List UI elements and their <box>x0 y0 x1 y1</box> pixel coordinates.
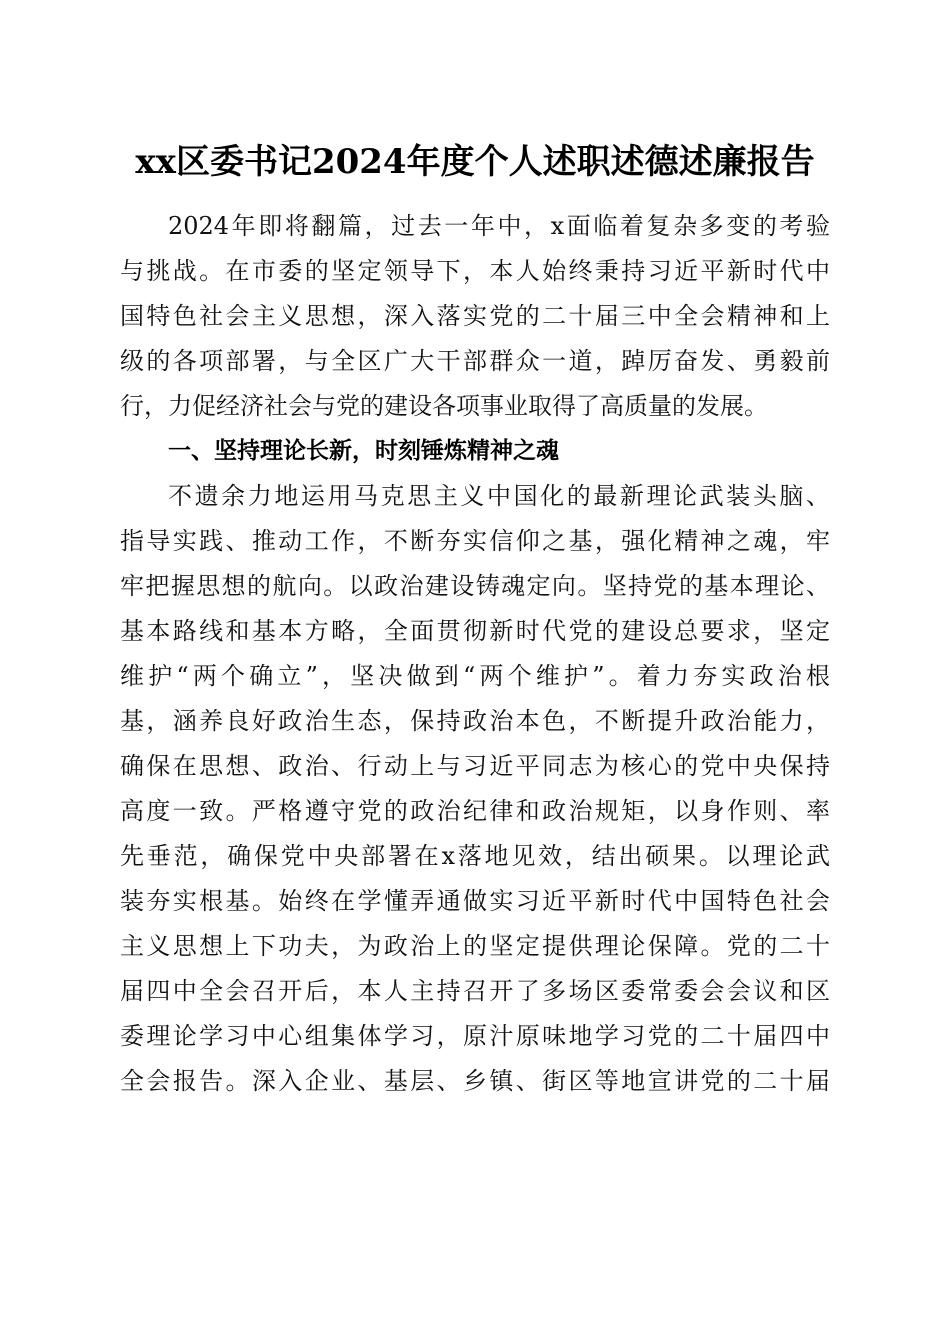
paragraph-line: 基本路线和基本方略，全面贯彻新时代党的建设总要求，坚定 <box>120 617 830 645</box>
section-heading: 一、坚持理论长新，时刻锤炼精神之魂 <box>168 438 559 464</box>
paragraph-line: 全会报告。深入企业、基层、乡镇、街区等地宣讲党的二十届 <box>120 1067 830 1095</box>
paragraph-line: 基，涵养良好政治生态，保持政治本色，不断提升政治能力， <box>120 707 830 735</box>
paragraph-line: 不遗余力地运用马克思主义中国化的最新理论武装头脑、 <box>168 482 830 510</box>
paragraph-line: 牢把握思想的航向。以政治建设铸魂定向。坚持党的基本理论、 <box>120 572 830 600</box>
paragraph-line: 2024年即将翻篇，过去一年中，x面临着复杂多变的考验 <box>168 212 830 240</box>
paragraph-line: 维护“两个确立”，坚决做到“两个维护”。着力夯实政治根 <box>120 662 830 690</box>
paragraph-line: 国特色社会主义思想，深入落实党的二十届三中全会精神和上 <box>120 302 830 330</box>
paragraph-line: 高度一致。严格遵守党的政治纪律和政治规矩，以身作则、率 <box>120 797 830 825</box>
paragraph-line: 确保在思想、政治、行动上与习近平同志为核心的党中央保持 <box>120 752 830 780</box>
paragraph-line: 级的各项部署，与全区广大干部群众一道，踔厉奋发、勇毅前 <box>120 347 830 375</box>
paragraph-line: 届四中全会召开后，本人主持召开了多场区委常委会会议和区 <box>120 977 830 1005</box>
document-title: xx区委书记2024年度个人述职述德述廉报告 <box>135 142 815 182</box>
paragraph-line: 装夯实根基。始终在学懂弄通做实习近平新时代中国特色社会 <box>120 887 830 915</box>
paragraph-line: 委理论学习中心组集体学习，原汁原味地学习党的二十届四中 <box>120 1022 830 1050</box>
paragraph-line: 与挑战。在市委的坚定领导下，本人始终秉持习近平新时代中 <box>120 257 830 285</box>
paragraph-line: 行，力促经济社会与党的建设各项事业取得了高质量的发展。 <box>120 392 768 420</box>
paragraph-line: 先垂范，确保党中央部署在x落地见效，结出硕果。以理论武 <box>120 842 830 870</box>
paragraph-line: 主义思想上下功夫，为政治上的坚定提供理论保障。党的二十 <box>120 932 830 960</box>
paragraph-line: 指导实践、推动工作，不断夯实信仰之基，强化精神之魂，牢 <box>120 527 830 555</box>
